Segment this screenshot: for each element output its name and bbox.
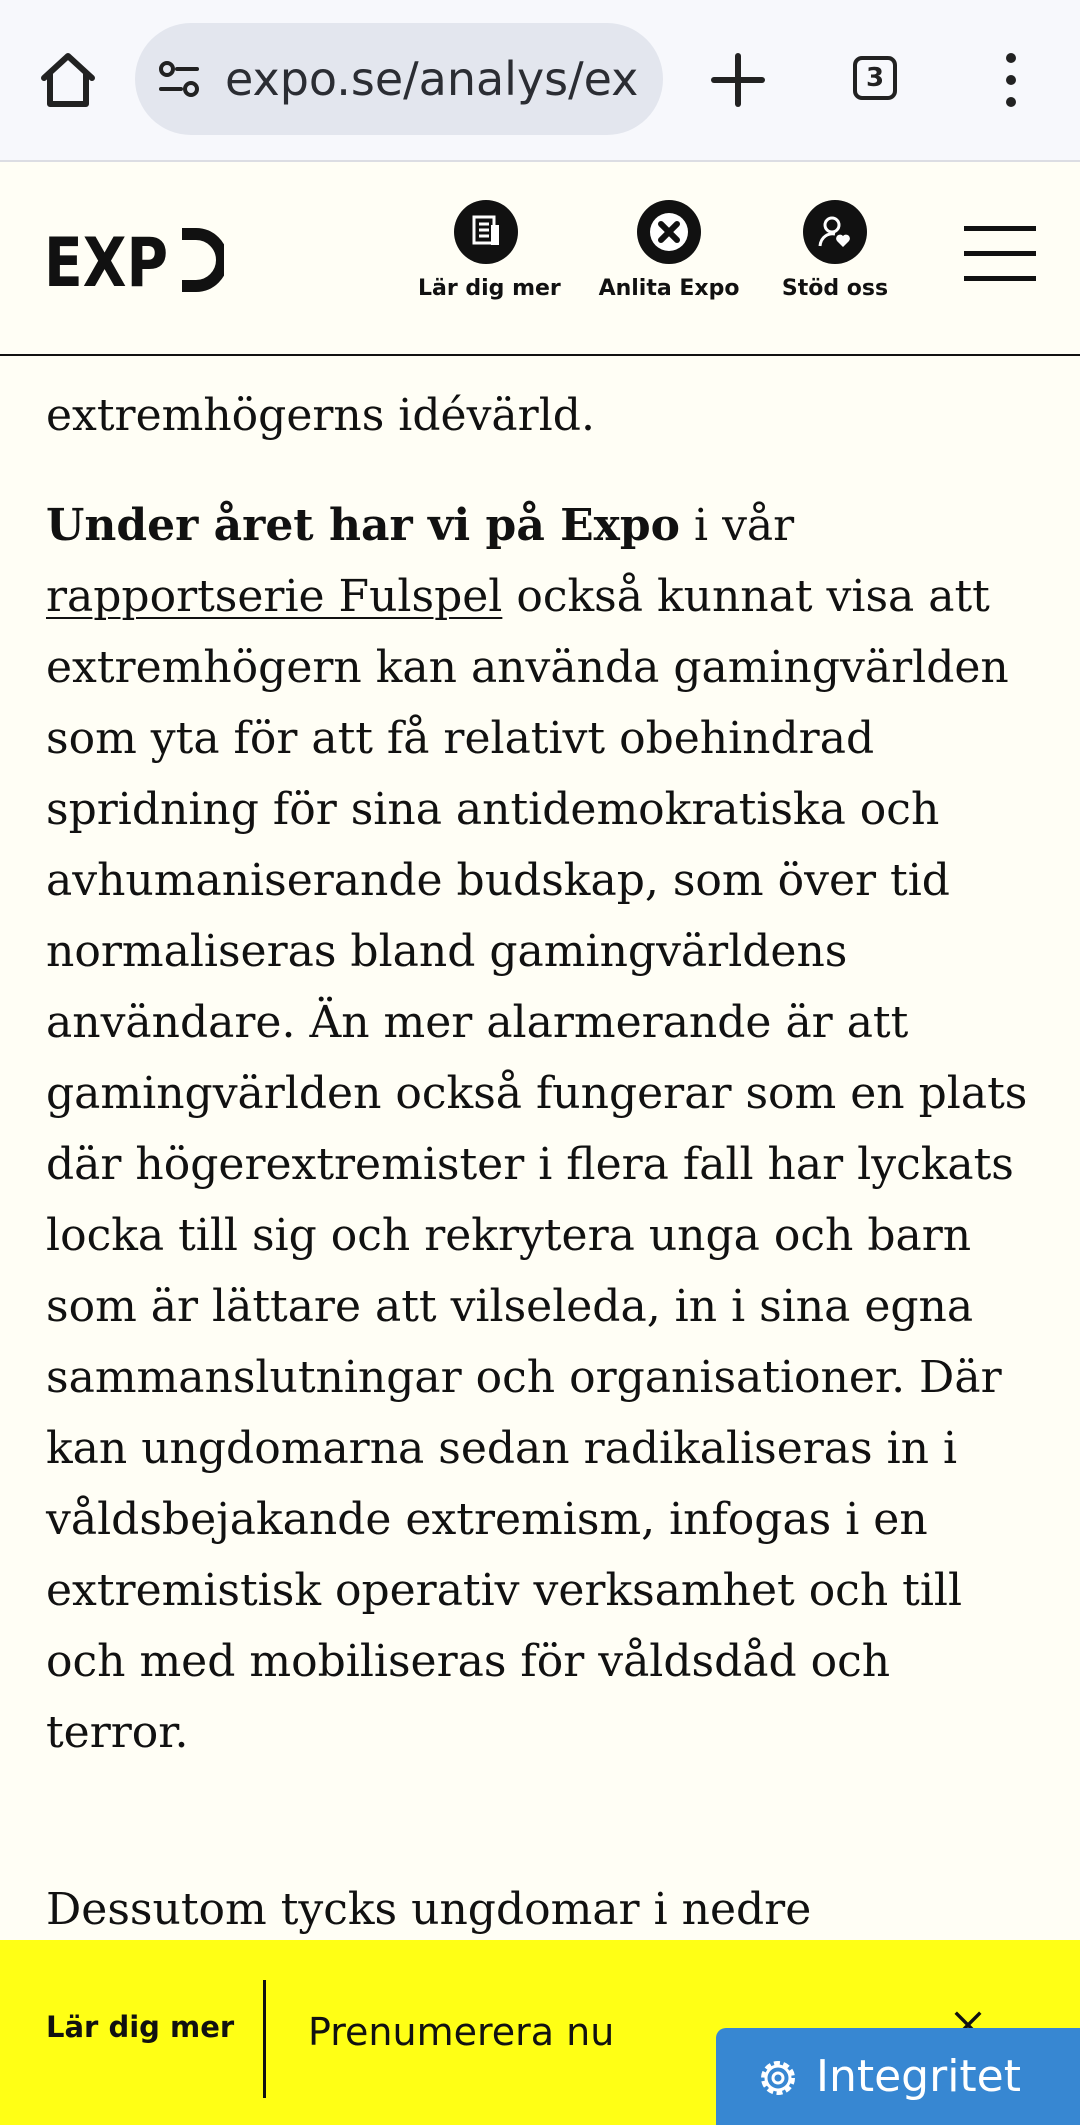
address-bar[interactable] — [135, 23, 663, 135]
privacy-label: Integritet — [816, 2051, 1022, 2102]
nav-label: Anlita Expo — [598, 276, 740, 301]
bold-lead: Under året har vi på Expo — [46, 500, 681, 551]
gear-icon — [754, 2054, 802, 2102]
document-icon — [471, 215, 501, 249]
support-icon — [817, 214, 853, 250]
svg-text:EXP: EXP — [44, 228, 168, 292]
article-paragraph: Under året har vi på Expo i vår rapportserie Fulspel också kunnat visa att extremhögern kan använda gamingvärlden som yta för att få relativt obehindrad spridning för sina antidemokratiska och avhumaniserande budskap, som över tid normaliseras bland gamingvärldens användare. Än mer alarmerande är att gamingvärlden också fungerar som en plats där högerextremister i flera fall har lyckats locka till sig och rekrytera unga och barn som är lättare att vilseleda, in i sina egna sammanslutningar och organisationer. Där kan ungdomarna sedan radikaliseras in i våldsbejakande extremism, infogas i en extremistisk operativ verksamhet och till och med mobiliseras för våldsdåd och terror. — [46, 500, 1028, 1758]
privacy-settings-button[interactable] — [716, 2028, 1080, 2125]
home-icon[interactable] — [36, 48, 100, 112]
subscribe-link[interactable]: Prenumerera nu — [308, 2010, 615, 2054]
x-icon — [649, 212, 689, 252]
article-body — [0, 356, 1080, 1940]
learn-more-link[interactable]: Lär dig mer — [46, 2010, 235, 2044]
more-menu-icon[interactable] — [996, 52, 1026, 108]
nav-learn-more[interactable] — [418, 200, 561, 301]
expo-logo[interactable] — [44, 228, 224, 292]
nav-label: Stöd oss — [781, 276, 889, 301]
report-series-link[interactable]: rapportserie Fulspel — [46, 571, 503, 622]
hamburger-menu-icon[interactable] — [964, 226, 1036, 282]
nav-hire-expo[interactable] — [598, 200, 740, 301]
site-header — [0, 162, 1080, 356]
article-paragraph: extremhögerns idévärld. — [46, 390, 595, 441]
site-settings-icon[interactable] — [157, 59, 201, 99]
tab-switcher-icon[interactable]: 3 — [853, 56, 897, 100]
browser-toolbar — [0, 0, 1080, 162]
article-paragraph: Dessutom tycks ungdomar i nedre — [46, 1884, 812, 1935]
nav-support-us[interactable] — [780, 200, 890, 301]
divider — [263, 1980, 266, 2098]
new-tab-icon[interactable] — [710, 52, 766, 108]
url-text: expo.se/analys/ex — [225, 52, 639, 106]
nav-label: Lär dig mer — [418, 276, 561, 301]
